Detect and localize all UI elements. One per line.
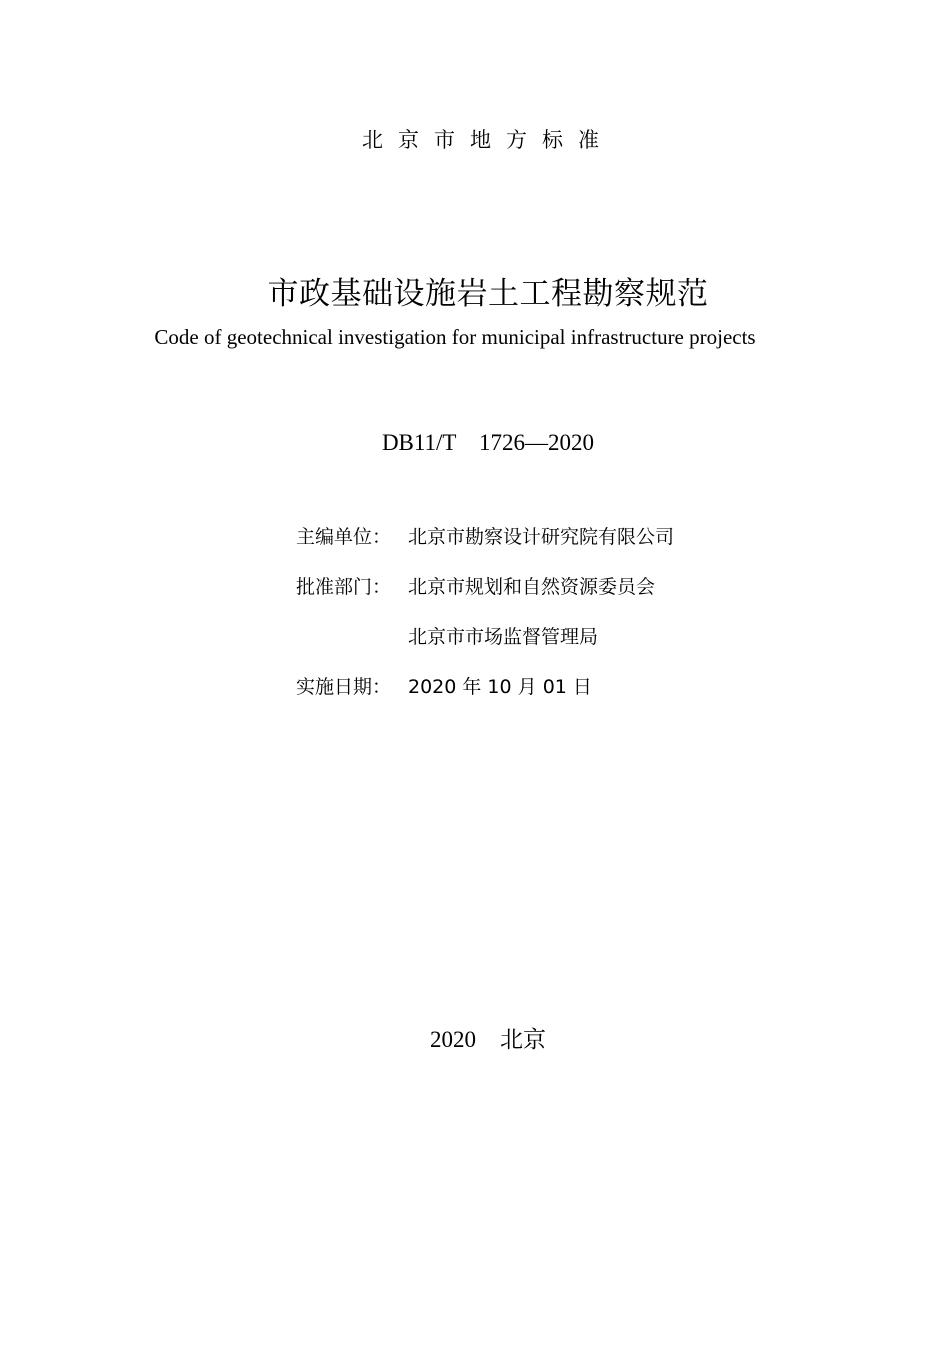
approval-row-secondary xyxy=(296,622,674,672)
approval-value-primary: 北京市规划和自然资源委员会 xyxy=(408,576,656,598)
editor-row xyxy=(296,522,674,572)
approval-row xyxy=(296,572,674,622)
standard-category: 北京市地方标准 xyxy=(362,128,614,152)
publication-info xyxy=(296,522,674,722)
date-value: 2020 年 10 月 01 日 xyxy=(408,676,592,698)
editor-label: 主编单位： xyxy=(296,526,392,548)
approval-label: 批准部门： xyxy=(296,576,392,598)
date-row xyxy=(296,672,674,722)
date-label: 实施日期： xyxy=(296,676,392,698)
publication-year: 2020 xyxy=(430,1027,476,1052)
title-english: Code of geotechnical investigation for municipal infrastructure projects xyxy=(154,325,756,349)
standard-code: DB11/T 1726—2020 xyxy=(381,430,595,455)
approval-value-secondary: 北京市市场监督管理局 xyxy=(408,626,599,648)
title-chinese: 市政基础设施岩土工程勘察规范 xyxy=(267,276,709,312)
publication-footer xyxy=(0,1021,950,1054)
publication-city: 北京 xyxy=(500,1027,546,1053)
editor-value: 北京市勘察设计研究院有限公司 xyxy=(408,526,675,548)
